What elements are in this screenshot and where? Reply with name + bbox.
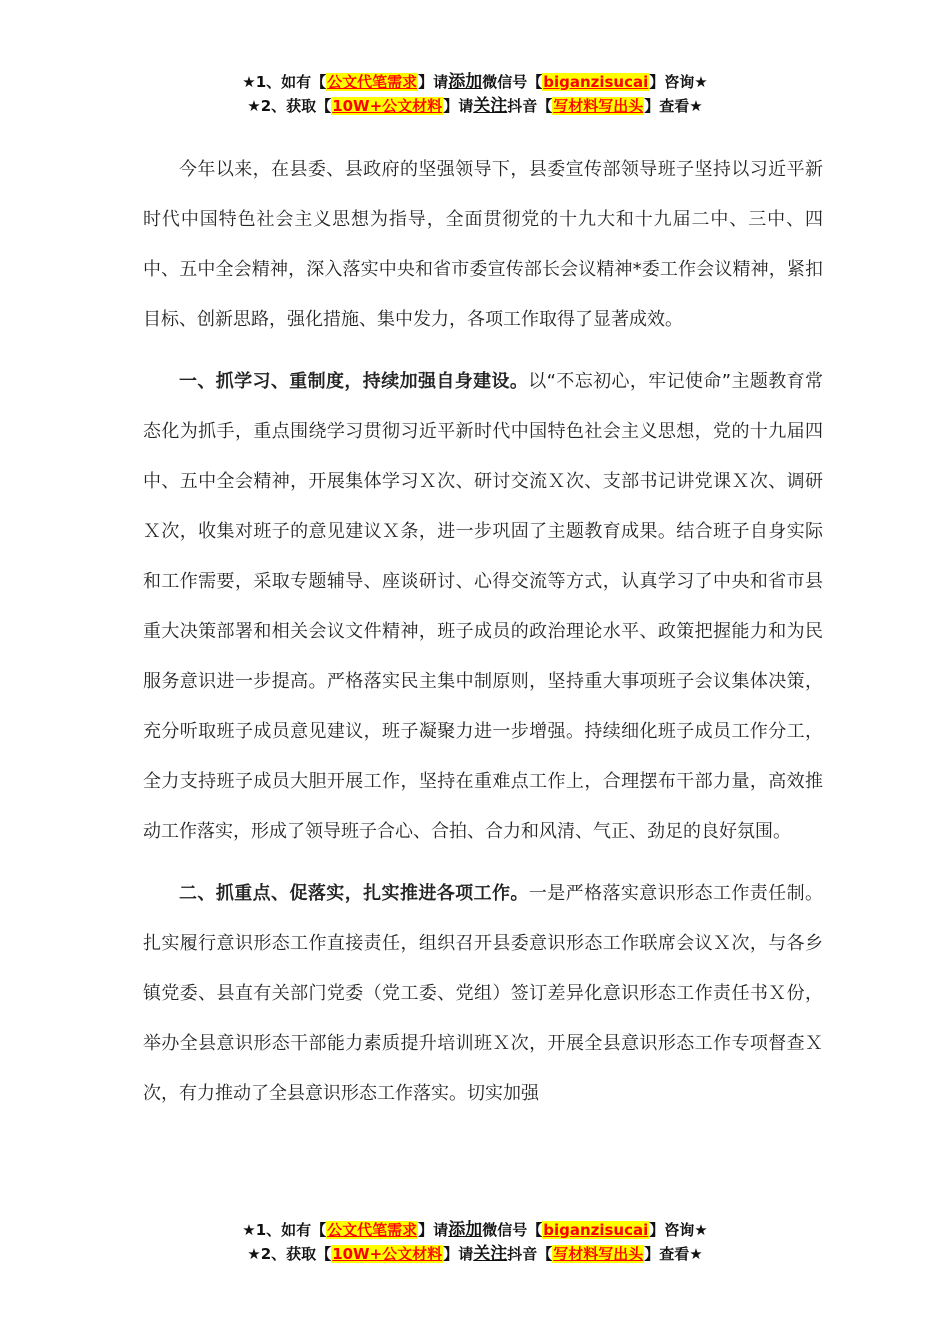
banner-text: 抖音【 — [507, 1245, 553, 1263]
highlight-wechat-id: biganzisucai — [543, 1221, 649, 1239]
highlight-materials: 10W+公文材料 — [332, 97, 443, 115]
banner-text: 】咨询★ — [649, 1221, 708, 1239]
banner-text: 微信号【 — [482, 1221, 543, 1239]
banner-line-1 — [0, 70, 950, 94]
intro-paragraph: 今年以来，在县委、县政府的坚强领导下，县委宣传部领导班子坚持以习近平新时代中国特色社会主义思想为指导，全面贯彻党的十九大和十九届二中、三中、四中、五中全会精神，深入落实中央和省市委宣传部长会议精神*委工作会议精神，紧扣目标、创新思路，强化措施、集中发力，各项工作取得了显著成效。 — [143, 159, 823, 330]
highlight-materials: 10W+公文材料 — [332, 1245, 443, 1263]
banner-line-2 — [0, 94, 950, 118]
highlight-wechat-id: biganzisucai — [543, 73, 649, 91]
section-1-heading: 一、抓学习、重制度，持续加强自身建设。 — [179, 371, 529, 392]
star-icon: ★ — [242, 73, 256, 91]
banner-text: 】请 — [418, 1221, 449, 1239]
emphasis-follow: 关注 — [473, 1244, 508, 1264]
section-1-paragraph — [143, 357, 823, 857]
emphasis-add: 添加 — [448, 72, 483, 92]
banner-text: 1、如有【 — [255, 1221, 327, 1239]
banner-text: 】查看★ — [644, 97, 703, 115]
star-icon: ★ — [247, 97, 261, 115]
section-2-heading: 二、抓重点、促落实，扎实推进各项工作。 — [179, 883, 529, 904]
banner-text: 2、获取【 — [260, 1245, 332, 1263]
section-1-text: 以“不忘初心，牢记使命”主题教育常态化为抓手，重点围绕学习贯彻习近平新时代中国特色社会主义思想，党的十九届四中、五中全会精神，开展集体学习Ｘ次、研讨交流Ｘ次、支部书记讲党课Ｘ次、调研Ｘ次，收集对班子的意见建议Ｘ条，进一步巩固了主题教育成果。结合班子自身实际和工作需要，采取专题辅导、座谈研讨、心得交流等方式，认真学习了中央和省市县重大决策部署和相关会议文件精神，班子成员的政治理论水平、政策把握能力和为民服务意识进一步提高。严格落实民主集中制原则，坚持重大事项班子会议集体决策，充分听取班子成员意见建议，班子凝聚力进一步增强。持续细化班子成员工作分工，全力支持班子成员大胆开展工作，坚持在重难点工作上，合理摆布干部力量，高效推动工作落实，形成了领导班子合心、合拍、合力和风清、气正、劲足的良好氛围。 — [143, 371, 823, 842]
star-icon: ★ — [247, 1245, 261, 1263]
document-body — [143, 145, 823, 1119]
emphasis-add: 添加 — [448, 1220, 483, 1240]
banner-text: 微信号【 — [482, 73, 543, 91]
banner-text: 1、如有【 — [255, 73, 327, 91]
banner-text: 】请 — [418, 73, 449, 91]
highlight-douyin-account: 写材料写出头 — [553, 1245, 644, 1263]
banner-text: 】请 — [443, 97, 474, 115]
highlight-service: 公文代笔需求 — [327, 1221, 418, 1239]
banner-text: 】咨询★ — [649, 73, 708, 91]
banner-text: 2、获取【 — [260, 97, 332, 115]
banner-line-1 — [0, 1218, 950, 1242]
banner-text: 】请 — [443, 1245, 474, 1263]
star-icon: ★ — [242, 1221, 256, 1239]
emphasis-follow: 关注 — [473, 96, 508, 116]
highlight-douyin-account: 写材料写出头 — [553, 97, 644, 115]
section-2-text: 一是严格落实意识形态工作责任制。扎实履行意识形态工作直接责任，组织召开县委意识形态工作联席会议Ｘ次，与各乡镇党委、县直有关部门党委（党工委、党组）签订差异化意识形态工作责任书Ｘ份，举办全县意识形态干部能力素质提升培训班Ｘ次，开展全县意识形态工作专项督查Ｘ次，有力推动了全县意识形态工作落实。切实加强 — [143, 883, 824, 1104]
banner-text: 抖音【 — [507, 97, 553, 115]
header-banner — [0, 70, 950, 118]
section-2-paragraph — [143, 869, 823, 1119]
footer-banner — [0, 1218, 950, 1266]
banner-text: 】查看★ — [644, 1245, 703, 1263]
banner-line-2 — [0, 1242, 950, 1266]
highlight-service: 公文代笔需求 — [327, 73, 418, 91]
